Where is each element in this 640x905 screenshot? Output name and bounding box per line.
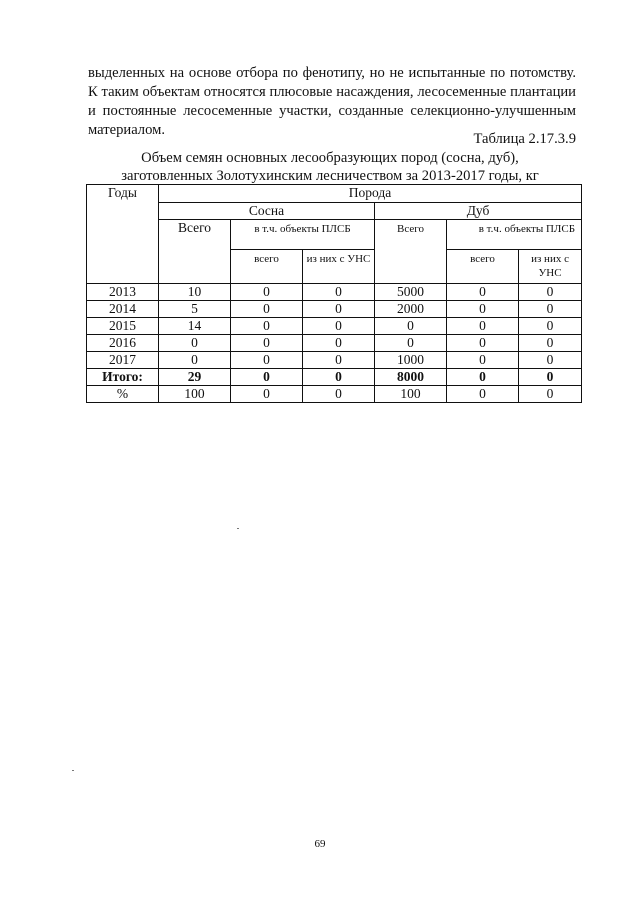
header-species: Порода — [159, 185, 582, 203]
cell-oak-plsb: 0 — [447, 318, 519, 335]
cell-oak-total: 5000 — [375, 284, 447, 301]
caption-line-2: заготовленных Золотухинским лесничеством за 2013-2017 годы, кг — [121, 168, 539, 184]
table-row — [87, 335, 582, 352]
cell-oak-uns: 0 — [519, 284, 582, 301]
table-caption — [80, 149, 580, 185]
cell-oak-total: 0 — [375, 335, 447, 352]
page-number: 69 — [314, 838, 326, 850]
cell-pine-total: 14 — [159, 318, 231, 335]
table-percent-row — [87, 386, 582, 403]
cell-oak-plsb: 0 — [447, 386, 519, 403]
cell-oak-plsb: 0 — [447, 301, 519, 318]
header-oak-plsb: в т.ч. объекты ПЛСБ — [447, 220, 582, 250]
cell-oak-total: 2000 — [375, 301, 447, 318]
cell-pine-uns: 0 — [303, 301, 375, 318]
seed-volume-table — [86, 184, 582, 403]
scan-speck — [237, 528, 239, 529]
cell-oak-total: 8000 — [375, 369, 447, 386]
caption-line-1: Объем семян основных лесообразующих пород (сосна, дуб), — [141, 150, 519, 166]
cell-pine-total: 5 — [159, 301, 231, 318]
header-oak-sub-total: всего — [447, 250, 519, 284]
table-total-row — [87, 369, 582, 386]
cell-pine-total: 100 — [159, 386, 231, 403]
cell-year: 2015 — [87, 318, 159, 335]
cell-oak-uns: 0 — [519, 301, 582, 318]
cell-pine-uns: 0 — [303, 369, 375, 386]
cell-pine-total: 0 — [159, 352, 231, 369]
header-years: Годы — [87, 185, 159, 284]
cell-pine-plsb: 0 — [231, 369, 303, 386]
cell-pine-plsb: 0 — [231, 386, 303, 403]
cell-year: 2013 — [87, 284, 159, 301]
header-pine: Сосна — [159, 203, 375, 220]
cell-year: 2014 — [87, 301, 159, 318]
table-row — [87, 318, 582, 335]
cell-pine-uns: 0 — [303, 284, 375, 301]
header-oak: Дуб — [375, 203, 582, 220]
table-row — [87, 284, 582, 301]
table-row — [87, 301, 582, 318]
header-oak-sub-uns: из них с УНС — [519, 250, 582, 284]
header-pine-sub-total: всего — [231, 250, 303, 284]
cell-oak-uns: 0 — [519, 318, 582, 335]
cell-year: 2016 — [87, 335, 159, 352]
header-pine-sub-uns: из них с УНС — [303, 250, 375, 284]
cell-pine-uns: 0 — [303, 335, 375, 352]
header-pine-total: Всего — [159, 220, 231, 284]
cell-oak-uns: 0 — [519, 369, 582, 386]
cell-total-label: Итого: — [87, 369, 159, 386]
cell-percent-label: % — [87, 386, 159, 403]
cell-oak-plsb: 0 — [447, 284, 519, 301]
header-oak-total: Всего — [375, 220, 447, 284]
cell-pine-plsb: 0 — [231, 318, 303, 335]
cell-oak-uns: 0 — [519, 386, 582, 403]
header-pine-plsb: в т.ч. объекты ПЛСБ — [231, 220, 375, 250]
cell-oak-total: 100 — [375, 386, 447, 403]
cell-pine-uns: 0 — [303, 386, 375, 403]
cell-pine-uns: 0 — [303, 352, 375, 369]
cell-pine-plsb: 0 — [231, 284, 303, 301]
table-row — [87, 352, 582, 369]
cell-pine-total: 29 — [159, 369, 231, 386]
cell-oak-total: 1000 — [375, 352, 447, 369]
cell-oak-plsb: 0 — [447, 335, 519, 352]
cell-pine-plsb: 0 — [231, 352, 303, 369]
cell-pine-plsb: 0 — [231, 301, 303, 318]
cell-pine-uns: 0 — [303, 318, 375, 335]
cell-oak-uns: 0 — [519, 335, 582, 352]
table-number: Таблица 2.17.3.9 — [473, 131, 576, 147]
cell-oak-plsb: 0 — [447, 352, 519, 369]
body-paragraph: выделенных на основе отбора по фенотипу, но не испытанные по потомству. К таким объектам относятся плюсовые насаждения, лесосеменные плантации и постоянные лесосеменные участки, созданные селекционно-улучшенным материалом. — [88, 65, 576, 138]
scan-speck — [72, 770, 74, 771]
cell-oak-uns: 0 — [519, 352, 582, 369]
cell-year: 2017 — [87, 352, 159, 369]
cell-oak-plsb: 0 — [447, 369, 519, 386]
cell-pine-plsb: 0 — [231, 335, 303, 352]
cell-oak-total: 0 — [375, 318, 447, 335]
cell-pine-total: 10 — [159, 284, 231, 301]
cell-pine-total: 0 — [159, 335, 231, 352]
